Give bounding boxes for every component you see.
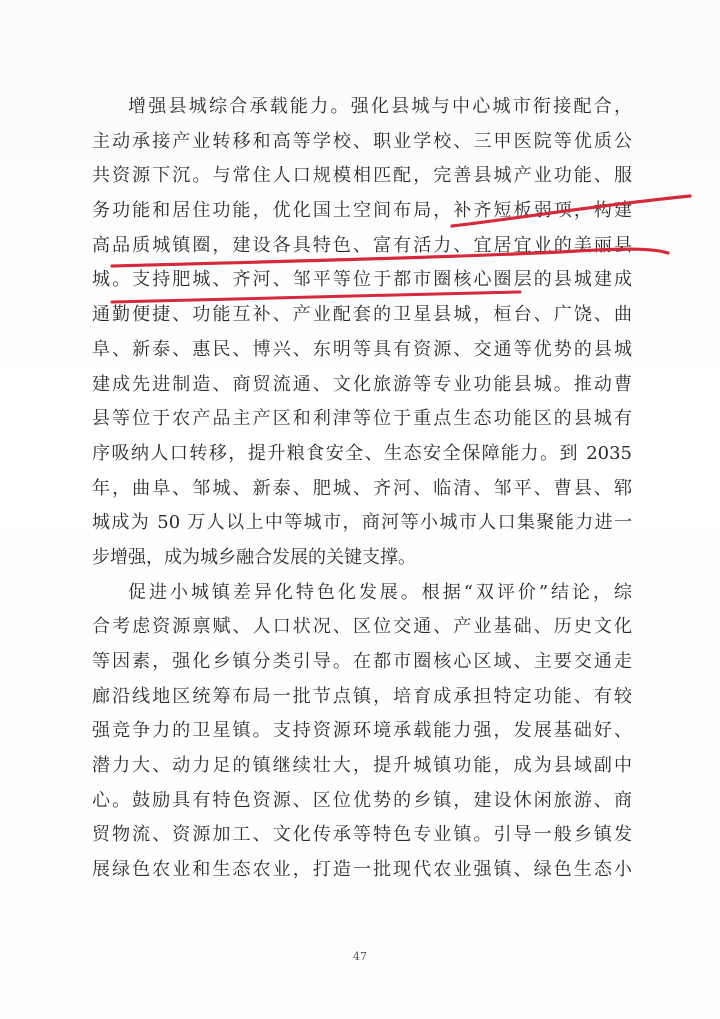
text-line: 廊沿线地区统筹布局一批节点镇，培育成承担特定功能、有较 (92, 685, 632, 707)
text-line: 阜、新泰、惠民、博兴、东明等具有资源、交通等优势的县城 (92, 338, 632, 360)
text-line: 贸物流、资源加工、文化传承等特色专业镇。引导一般乡镇发 (92, 824, 632, 846)
text-line: 序吸纳人口转移，提升粮食安全、生态安全保障能力。到 2035 (92, 442, 632, 464)
text-line: 城。支持肥城、齐河、邹平等位于都市圈核心圈层的县城建成 (92, 269, 632, 291)
text-line: 步增强，成为城乡融合发展的关键支撑。 (92, 546, 416, 568)
text-line: 强竞争力的卫星镇。支持资源环境承载能力强，发展基础好、 (92, 720, 632, 742)
text-line: 潜力大、动力足的镇继续壮大，提升城镇功能，成为县域副中 (92, 755, 632, 777)
text-line: 合考虑资源禀赋、人口状况、区位交通、产业基础、历史文化 (92, 616, 632, 638)
text-line: 增强县城综合承载能力。强化县城与中心城市衔接配合， (128, 96, 632, 117)
paragraph-county-capacity (92, 90, 632, 576)
text-line: 建成先进制造、商贸流通、文化旅游等专业功能县城。推动曹 (92, 373, 632, 395)
body-text (92, 90, 632, 888)
text-line: 县等位于农产品主产区和利津等位于重点生态功能区的县城有 (92, 408, 632, 430)
paragraph-small-towns (92, 576, 632, 888)
text-line: 主动承接产业转移和高等学校、职业学校、三甲医院等优质公 (92, 130, 632, 152)
text-line: 务功能和居住功能，优化国土空间布局，补齐短板弱项，构建 (92, 200, 632, 222)
text-line: 促进小城镇差异化特色化发展。根据“双评价”结论，综 (128, 581, 632, 603)
text-line: 通勤便捷、功能互补、产业配套的卫星县城，桓台、广饶、曲 (92, 304, 632, 326)
text-line: 共资源下沉。与常住人口规模相匹配，完善县城产业功能、服 (92, 165, 632, 187)
page-number: 47 (353, 950, 367, 963)
text-line: 城成为 50 万人以上中等城市，商河等小城市人口集聚能力进一 (92, 512, 632, 534)
text-line: 等因素，强化乡镇分类引导。在都市圈核心区域、主要交通走 (92, 651, 632, 672)
text-line: 年，曲阜、邹城、新泰、肥城、齐河、临清、邹平、曹县、郓 (92, 477, 632, 499)
text-line: 展绿色农业和生态农业，打造一批现代农业强镇、绿色生态小 (92, 859, 632, 881)
text-line: 心。鼓励具有特色资源、区位优势的乡镇，建设休闲旅游、商 (92, 789, 632, 811)
text-line: 高品质城镇圈，建设各具特色、富有活力、宜居宜业的美丽县 (92, 234, 632, 256)
